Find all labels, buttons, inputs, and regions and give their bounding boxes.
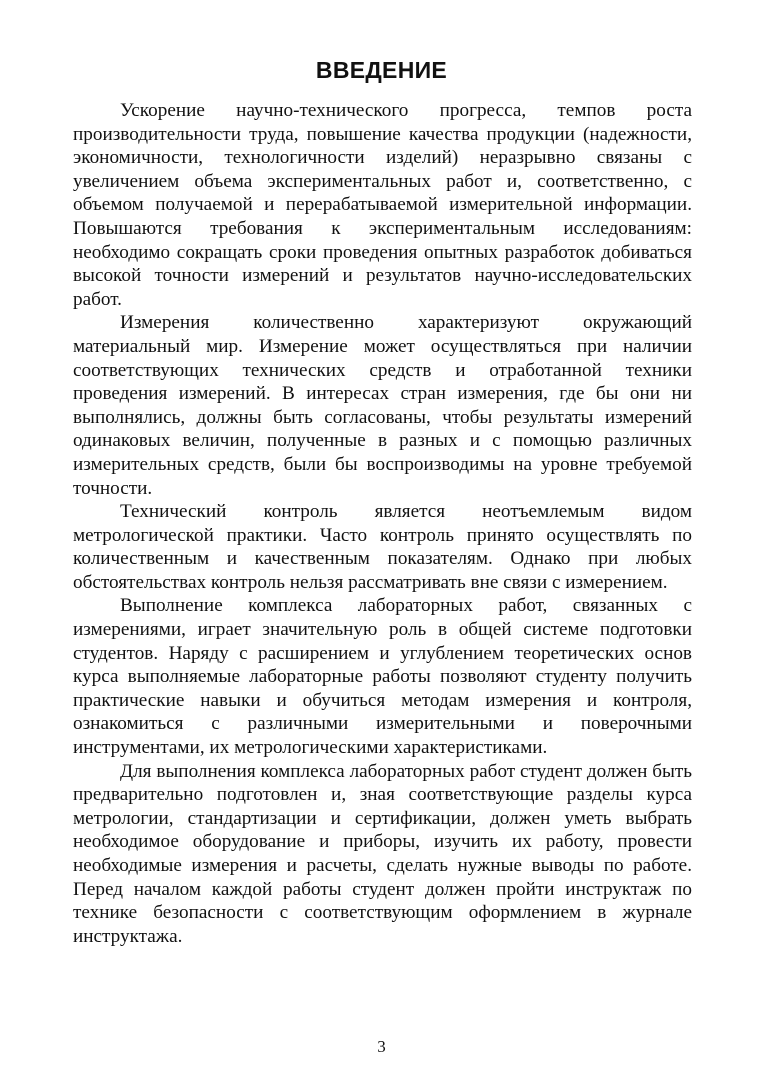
introduction-text bbox=[73, 99, 692, 948]
paragraph-2: Измерения количественно характеризуют окружающий материальный мир. Измерение может осуществляться при наличии соответствующих технических средств и отработанной техники проведения измерений. В интересах стран измерения, где бы они ни выполнялись, должны быть согласованы, чтобы результаты измерений одинаковых величин, полученные в разных и с помощью различных измерительных средств, были бы воспроизводимы на уровне требуемой точности. bbox=[73, 312, 692, 499]
paragraph-4: Выполнение комплекса лабораторных работ, связанных с измерениями, играет значительную роль в общей системе подготовки студентов. Наряду с расширением и углублением теоретических основ курса выполняемые лабораторные работы позволяют студенту получить практические навыки и обучиться методам измерения и контроля, ознакомиться с различными измерительными и поверочными инструментами, их метрологическими характеристиками. bbox=[73, 595, 692, 759]
page-title: ВВЕДЕНИЕ bbox=[315, 57, 448, 83]
page-number: 3 bbox=[377, 1037, 386, 1056]
paragraph-3: Технический контроль является неотъемлемым видом метрологической практики. Часто контроль принято осуществлять по количественным и качественным показателям. Однако при любых обстоятельствах контроль нельзя рассматривать вне связи с измерением. bbox=[73, 501, 692, 593]
paragraph-1: Ускорение научно-технического прогресса, темпов роста производительности труда, повышение качества продукции (надежности, экономичности, технологичности изделий) неразрывно связаны с увеличением объема экспериментальных работ и, соответственно, с объемом получаемой и перерабатываемой измерительной информации. Повышаются требования к экспериментальным исследованиям: необходимо сокращать сроки проведения опытных разработок добиваться высокой точности измерений и результатов научно-исследовательских работ. bbox=[73, 100, 692, 310]
paragraph-5: Для выполнения комплекса лабораторных работ студент должен быть предварительно подготовлен и, зная соответствующие разделы курса метрологии, стандартизации и сертификации, должен уметь выбрать необходимое оборудование и приборы, изучить их работу, провести необходимые измерения и расчеты, сделать нужные выводы по работе. Перед началом каждой работы студент должен пройти инструктаж по технике безопасности с соответствующим оформлением в журнале инструктажа. bbox=[73, 760, 692, 947]
